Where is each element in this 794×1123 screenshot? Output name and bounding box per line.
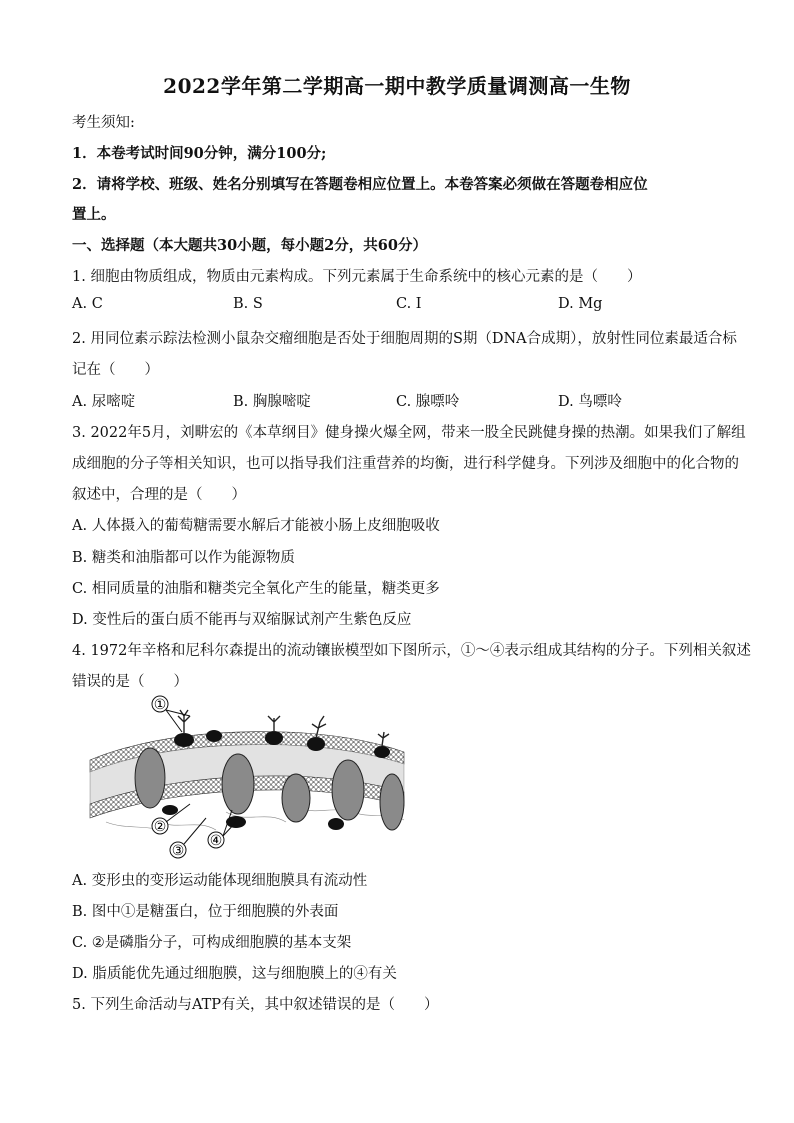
peripheral-protein — [374, 746, 390, 758]
transmembrane-protein — [332, 760, 364, 820]
glycan-chain — [268, 716, 280, 732]
peripheral-protein — [265, 731, 283, 745]
transmembrane-protein — [135, 748, 165, 808]
question-3-stem-line-3: 叙述中，合理的是（ ） — [72, 487, 246, 503]
peripheral-protein — [162, 805, 178, 815]
notice-item-2-line-2: 置上。 — [72, 206, 116, 223]
section-heading: 一、选择题（本大题共30小题，每小题2分，共60分） — [72, 237, 427, 254]
transmembrane-protein — [282, 774, 310, 822]
label-1: ① — [153, 697, 167, 713]
label-4: ④ — [209, 833, 223, 849]
peripheral-protein — [174, 733, 194, 747]
glycan-chain — [378, 732, 389, 746]
question-4-stem-line-1: 4. 1972年辛格和尼科尔森提出的流动镶嵌模型如下图所示，①～④表示组成其结构的分子。下列相关叙述 — [72, 643, 751, 659]
question-3-option-a: A. 人体摄入的葡萄糖需要水解后才能被小肠上皮细胞吸收 — [72, 518, 440, 534]
question-1-stem: 1. 细胞由物质组成，物质由元素构成。下列元素属于生命系统中的核心元素的是（ ） — [72, 269, 642, 285]
question-4-option-c: C. ②是磷脂分子，可构成细胞膜的基本支架 — [72, 935, 352, 951]
question-2-option-c: C. 腺嘌呤 — [396, 394, 460, 410]
question-5-stem: 5. 下列生命活动与ATP有关，其中叙述错误的是（ ） — [72, 997, 439, 1013]
exam-title: 2022学年第二学期高一期中教学质量调测高一生物 — [163, 74, 631, 98]
question-4-option-d: D. 脂质能优先通过细胞膜，这与细胞膜上的④有关 — [72, 966, 397, 982]
question-2-stem-line-1: 2. 用同位素示踪法检测小鼠杂交瘤细胞是否处于细胞周期的S期（DNA合成期），放射性同位素最适合标 — [72, 331, 737, 347]
question-4-option-a: A. 变形虫的变形运动能体现细胞膜具有流动性 — [72, 873, 368, 889]
question-3-option-c: C. 相同质量的油脂和糖类完全氧化产生的能量，糖类更多 — [72, 581, 440, 597]
fluid-mosaic-model-figure — [86, 692, 408, 862]
label-2: ② — [153, 819, 167, 835]
question-1-option-b: B. S — [233, 296, 263, 312]
question-2-option-a: A. 尿嘧啶 — [72, 394, 136, 410]
notice-heading: 考生须知: — [72, 115, 135, 131]
transmembrane-protein — [380, 774, 404, 830]
question-3-stem-line-1: 3. 2022年5月，刘畊宏的《本草纲目》健身操火爆全网，带来一股全民跳健身操的热潮。如果我们了解组 — [72, 425, 746, 441]
notice-item-1: 1．本卷考试时间90分钟，满分100分; — [72, 145, 327, 162]
question-3-option-d: D. 变性后的蛋白质不能再与双缩脲试剂产生紫色反应 — [72, 612, 412, 628]
question-2-option-b: B. 胸腺嘧啶 — [233, 394, 311, 410]
question-1-option-c: C. I — [396, 296, 422, 312]
question-4-stem-line-2: 错误的是（ ） — [72, 674, 188, 690]
peripheral-protein — [206, 730, 222, 742]
label-3-leader — [184, 818, 206, 844]
peripheral-protein — [328, 818, 344, 830]
question-3-option-b: B. 糖类和油脂都可以作为能源物质 — [72, 550, 295, 566]
question-2-option-d: D. 鸟嘌呤 — [558, 394, 622, 410]
question-3-stem-line-2: 成细胞的分子等相关知识，也可以指导我们注重营养的均衡，进行科学健身。下列涉及细胞中的化合物的 — [72, 456, 739, 472]
question-1-option-a: A. C — [72, 296, 103, 312]
question-4-option-b: B. 图中①是糖蛋白，位于细胞膜的外表面 — [72, 904, 339, 920]
peripheral-protein — [307, 737, 325, 751]
label-3: ③ — [171, 843, 185, 859]
transmembrane-protein — [222, 754, 254, 814]
question-1-option-d: D. Mg — [558, 296, 603, 312]
notice-item-2-line-1: 2．请将学校、班级、姓名分别填写在答题卷相应位置上。本卷答案必须做在答题卷相应位 — [72, 176, 648, 193]
question-2-stem-line-2: 记在（ ） — [72, 362, 159, 378]
